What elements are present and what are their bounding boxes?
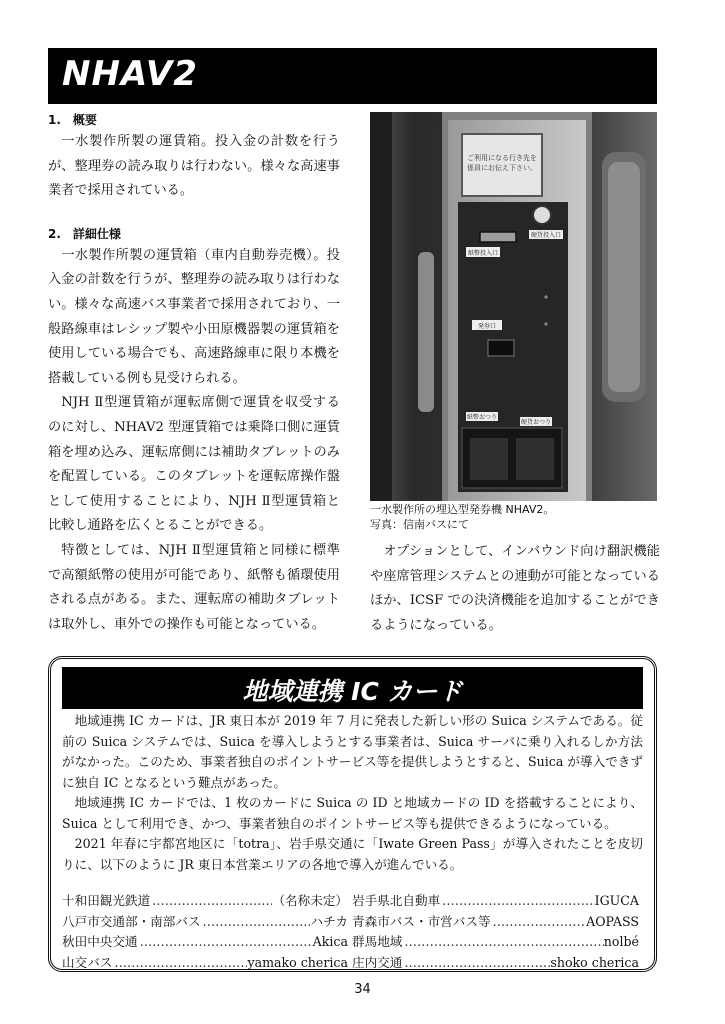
page-title: NHAV2 — [62, 54, 198, 94]
card-name: IGUCA — [594, 893, 639, 908]
photo-caption — [370, 502, 660, 532]
coin-change-label: 硬貨おつり — [521, 419, 551, 426]
operator-name: 庄内交通 — [352, 954, 403, 970]
options-paragraph: オプションとして、インバウンド向け翻訳機能や座席管理システムとの連動が可能となっているほか、ICSF での決済機能を追加することができるようになっている。 — [370, 544, 660, 633]
list-item — [352, 891, 643, 912]
screen-text-1: ご利用になる行き先を — [467, 154, 537, 162]
card-name: ハチカ — [310, 913, 348, 929]
section-2-heading: 2. 詳細仕様 — [48, 226, 121, 241]
list-item — [62, 891, 352, 912]
operator-name: 群馬地域 — [352, 934, 403, 949]
fare-machine-photo — [370, 112, 657, 501]
card-name: nolbé — [603, 934, 639, 949]
card-name: Akica — [312, 934, 348, 949]
section-1-text: 一水製作所製の運賃箱。投入金の計数を行うが、整理券の読み取りは行わない。様々な高速事業者で採用されている。 — [48, 134, 340, 199]
operator-name: 青森市バス・市営バス等 — [352, 913, 491, 929]
caption-line-2: 写真：信南バスにて — [370, 518, 469, 531]
operator-name: 岩手県北自動車 — [352, 893, 441, 908]
screen-text-2: 係員にお伝え下さい。 — [467, 164, 537, 172]
fare-machine-illustration — [370, 112, 657, 501]
title-bar — [48, 48, 657, 104]
section-2-paragraph-2: NJH Ⅱ型運賃箱が運転席側で運賃を収受するのに対し、NHAV2 型運賃箱では乗降口側に運賃箱を埋め込み、運転席側には補助タブレットのみを配置している。このタブレットを運転席操作盤として使用することにより、NJH Ⅱ型運賃箱と比較し通路を広くとることができる。 — [48, 395, 340, 534]
ic-card-title: 地域連携 IC カード — [242, 677, 463, 706]
ic-paragraph-1: 地域連携 IC カードは、JR 東日本が 2019 年 7 月に発表した新しい形の Suica システムである。従前の Suica システムでは、Suica を導入しようとする事業者は、Suica サーバに乗り入れるしか方法がなかった。このため、事業者独自のポイントサービス等を提供しようとすると、Suica が導入できずに独自 IC となるという難点があった。 — [62, 713, 643, 790]
list-item — [352, 932, 643, 953]
card-name: yamako cherica — [247, 954, 348, 970]
operator-name: 秋田中央交通 — [62, 934, 138, 949]
card-name: shoko cherica — [550, 954, 639, 970]
section-1-heading: 1. 概要 — [48, 113, 97, 127]
right-column — [370, 540, 660, 638]
list-item — [352, 912, 643, 933]
ic-card-body — [62, 711, 643, 875]
ticket-slot-label: 発券口 — [477, 323, 497, 330]
ic-card-title-bar — [62, 667, 643, 709]
ic-card-list — [62, 891, 643, 973]
page-number: 34 — [354, 982, 371, 997]
card-name: （名称未定） — [272, 893, 348, 908]
left-column — [48, 110, 340, 637]
list-item — [352, 953, 643, 974]
bill-change-label: 紙幣おつり — [467, 414, 497, 421]
ic-paragraph-3: 2021 年春に宇都宮地区に「totra」、岩手県交通に「Iwate Green Pass」が導入されたことを皮切りに、以下のように JR 東日本営業エリアの各地で導入が進んでいる。 — [62, 836, 643, 872]
coin-slot-label: 硬貨投入口 — [530, 232, 562, 239]
caption-line-1: 一水製作所の埋込型発券機 NHAV2。 — [370, 503, 555, 516]
operator-name: 山交バス — [62, 954, 113, 970]
section-2-paragraph-3: 特徴としては、NJH Ⅱ型運賃箱と同様に標準で高額紙幣の使用が可能であり、紙幣も循環使用される点がある。また、運転席の補助タブレットは取外し、車外での操作も可能となっている。 — [48, 542, 340, 632]
ic-paragraph-2: 地域連携 IC カードでは、1 枚のカードに Suica の ID と地域カードの ID を搭載することにより、Suica として利用でき、かつ、事業者独自のポイントサービス等も提供できるようになっている。 — [62, 795, 643, 831]
section-2-paragraph-1: 一水製作所製の運賃箱（車内自動券売機）。投入金の計数を行うが、整理券の読み取りは行わない。様々な高速バス事業者で採用されており、一般路線車はレシップ製や小田原機器製の運賃箱を使用している場合でも、高速路線車に限り本機を搭載している例も見受けられる。 — [48, 247, 340, 386]
list-item — [62, 932, 352, 953]
operator-name: 十和田観光鉄道 — [62, 893, 151, 908]
card-name: AOPASS — [586, 913, 639, 929]
operator-name: 八戸市交通部・南部バス — [62, 913, 201, 929]
list-item — [62, 912, 352, 933]
list-item — [62, 953, 352, 974]
bill-slot-label: 紙幣投入口 — [467, 250, 499, 257]
